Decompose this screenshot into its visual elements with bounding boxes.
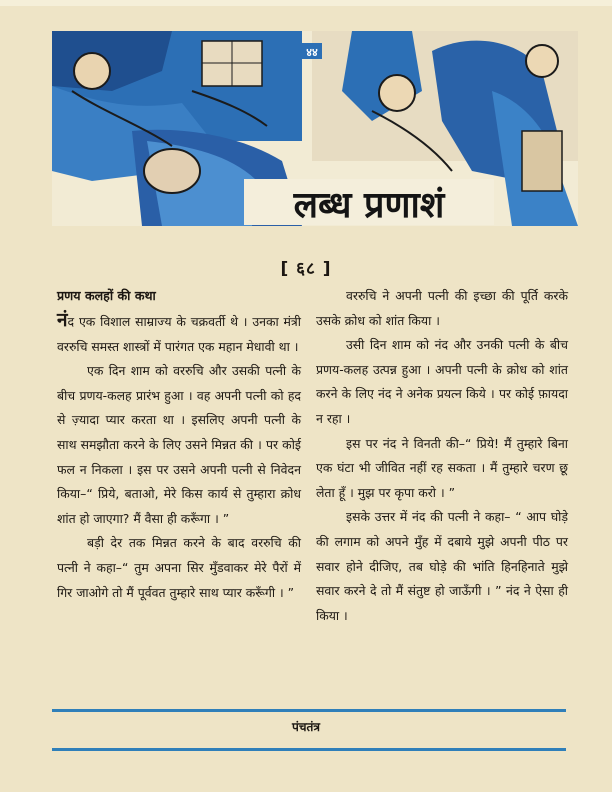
story-title: लब्ध प्रणाशं (293, 185, 445, 226)
left-column (57, 284, 301, 605)
chapter-number: [ ६८ ] (280, 259, 332, 279)
paragraph: एक दिन शाम को वररुचि और उसकी पत्नी के बीच प्रणय-कलह प्रारंभ हुआ । वह अपनी पत्नी को हद से ज़्यादा प्यार करता था । इसलिए अपनी पत्नी के साथ समझौता करने के लिए उसने मिन्नत की । पर कोई फल न निकला । इस पर उसने अपनी पत्नी से निवेदन किया–“ प्रिये, बताओ, मेरे किस कार्य से तुम्हारा क्रोध शांत हो जाएगा? मैं वैसा ही करूँगा । ” (57, 363, 301, 526)
paragraph: इस पर नंद ने विनती की–“ प्रिये! मैं तुम्हारे बिना एक घंटा भी जीवित नहीं रह सकता । मैं तुम्हारे चरण छू लेता हूँ । मुझ पर कृपा करो । ” (316, 435, 568, 500)
right-column (316, 284, 568, 628)
paragraph (57, 308, 301, 359)
section-heading: प्रणय कलहों की कथा (57, 288, 156, 303)
paragraph: वररुचि ने अपनी पत्नी की इच्छा की पूर्ति करके उसके क्रोध को शांत किया । (316, 288, 568, 328)
paragraph: बड़ी देर तक मिन्नत करने के बाद वररुचि की पत्नी ने कहा–“ तुम अपना सिर मुँडवाकर मेरे पैरों में गिर जाओगे तो मैं पूर्ववत तुम्हारे साथ प्यार करूँगी । ” (57, 535, 301, 600)
drop-cap: नं (57, 309, 68, 331)
footer-rule-top (52, 709, 566, 712)
footer-rule-bottom (52, 748, 566, 751)
paragraph: उसी दिन शाम को नंद और उनकी पत्नी के बीच प्रणय-कलह उत्पन्न हुआ । अपनी पत्नी के क्रोध को शांत करने के लिए नंद ने अनेक प्रयत्न किये । पर कोई फ़ायदा न रहा । (316, 337, 568, 426)
paragraph: इसके उत्तर में नंद की पत्नी ने कहा– “ आप घोड़े की लगाम को अपने मुँह में दबाये मुझे अपनी पीठ पर सवार होने दीजिए, तब घोड़े की भांति हिनहिनाते मुझे सवार करने दे तो मैं संतुष्ट हो जाऊँगी । ” नंद ने ऐसा ही किया । (316, 509, 568, 623)
footer-label: पंचतंत्र (292, 720, 320, 734)
header-illustration (52, 31, 578, 226)
page-edge (0, 0, 612, 6)
paragraph-text: द एक विशाल साम्राज्य के चक्रवर्ती थे । उनका मंत्री वररुचि समस्त शास्त्रों में पारंगत एक महान मेधावी था । (57, 314, 301, 354)
illustration-badge: ४४ (306, 46, 318, 59)
illustration-art (52, 31, 578, 226)
